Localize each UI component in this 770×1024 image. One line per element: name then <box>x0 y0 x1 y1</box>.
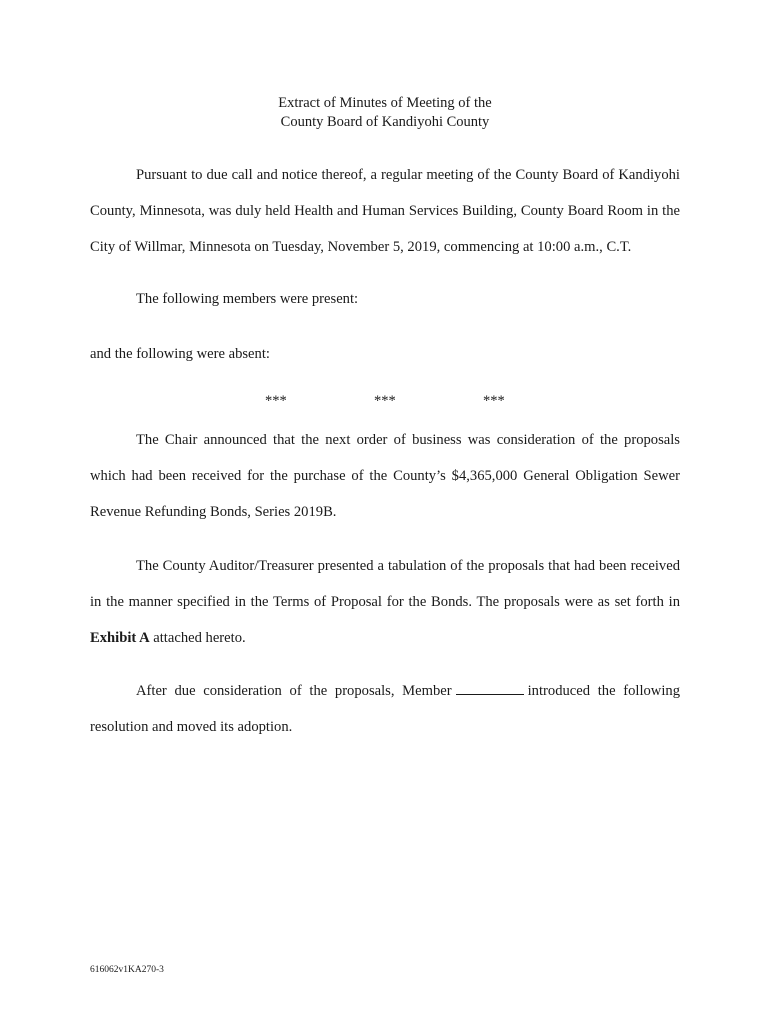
tabulation-text: The County Auditor/Treasurer presented a tabulation of the proposals that had been received in the manner specified in the Terms of Proposal for the Bonds. The proposals were as set forth in <box>90 558 680 610</box>
separator-stars: *** <box>374 393 396 409</box>
chair-announcement-paragraph: The Chair announced that the next order of business was consideration of the proposals which had been received for the purchase of the County’s $4,365,000 General Obligation Sewer Revenue Refunding Bonds, Series 2019B. <box>90 432 680 520</box>
resolution-text-start: After due consideration of the proposals, Member <box>136 683 452 699</box>
members-absent-paragraph: and the following were absent: <box>90 346 270 362</box>
tabulation-text-end: attached hereto. <box>149 630 246 646</box>
document-footer-code: 616062v1KA270-3 <box>90 965 164 975</box>
member-name-blank <box>456 682 524 695</box>
title-line-2: County Board of Kandiyohi County <box>280 114 490 130</box>
resolution-paragraph <box>90 673 680 745</box>
tabulation-paragraph <box>90 548 680 656</box>
exhibit-reference: Exhibit A <box>90 630 150 646</box>
meeting-notice-paragraph: Pursuant to due call and notice thereof, a regular meeting of the County Board of Kandiyohi County, Minnesota, was duly held Health and Human Services Building, County Board Room in the City of Willmar, Minnesota on Tuesday, November 5, 2019, commencing at 10:00 a.m., C.T. <box>90 167 680 255</box>
separator-stars: *** <box>483 393 505 409</box>
title-line-1: Extract of Minutes of Meeting of the <box>278 95 492 111</box>
document-title <box>0 94 770 132</box>
resolution-text-end: introduced the following resolution and moved its adoption. <box>90 683 680 735</box>
separator-stars: *** <box>265 393 287 409</box>
section-separator <box>0 393 770 415</box>
members-present-paragraph: The following members were present: <box>136 291 359 307</box>
